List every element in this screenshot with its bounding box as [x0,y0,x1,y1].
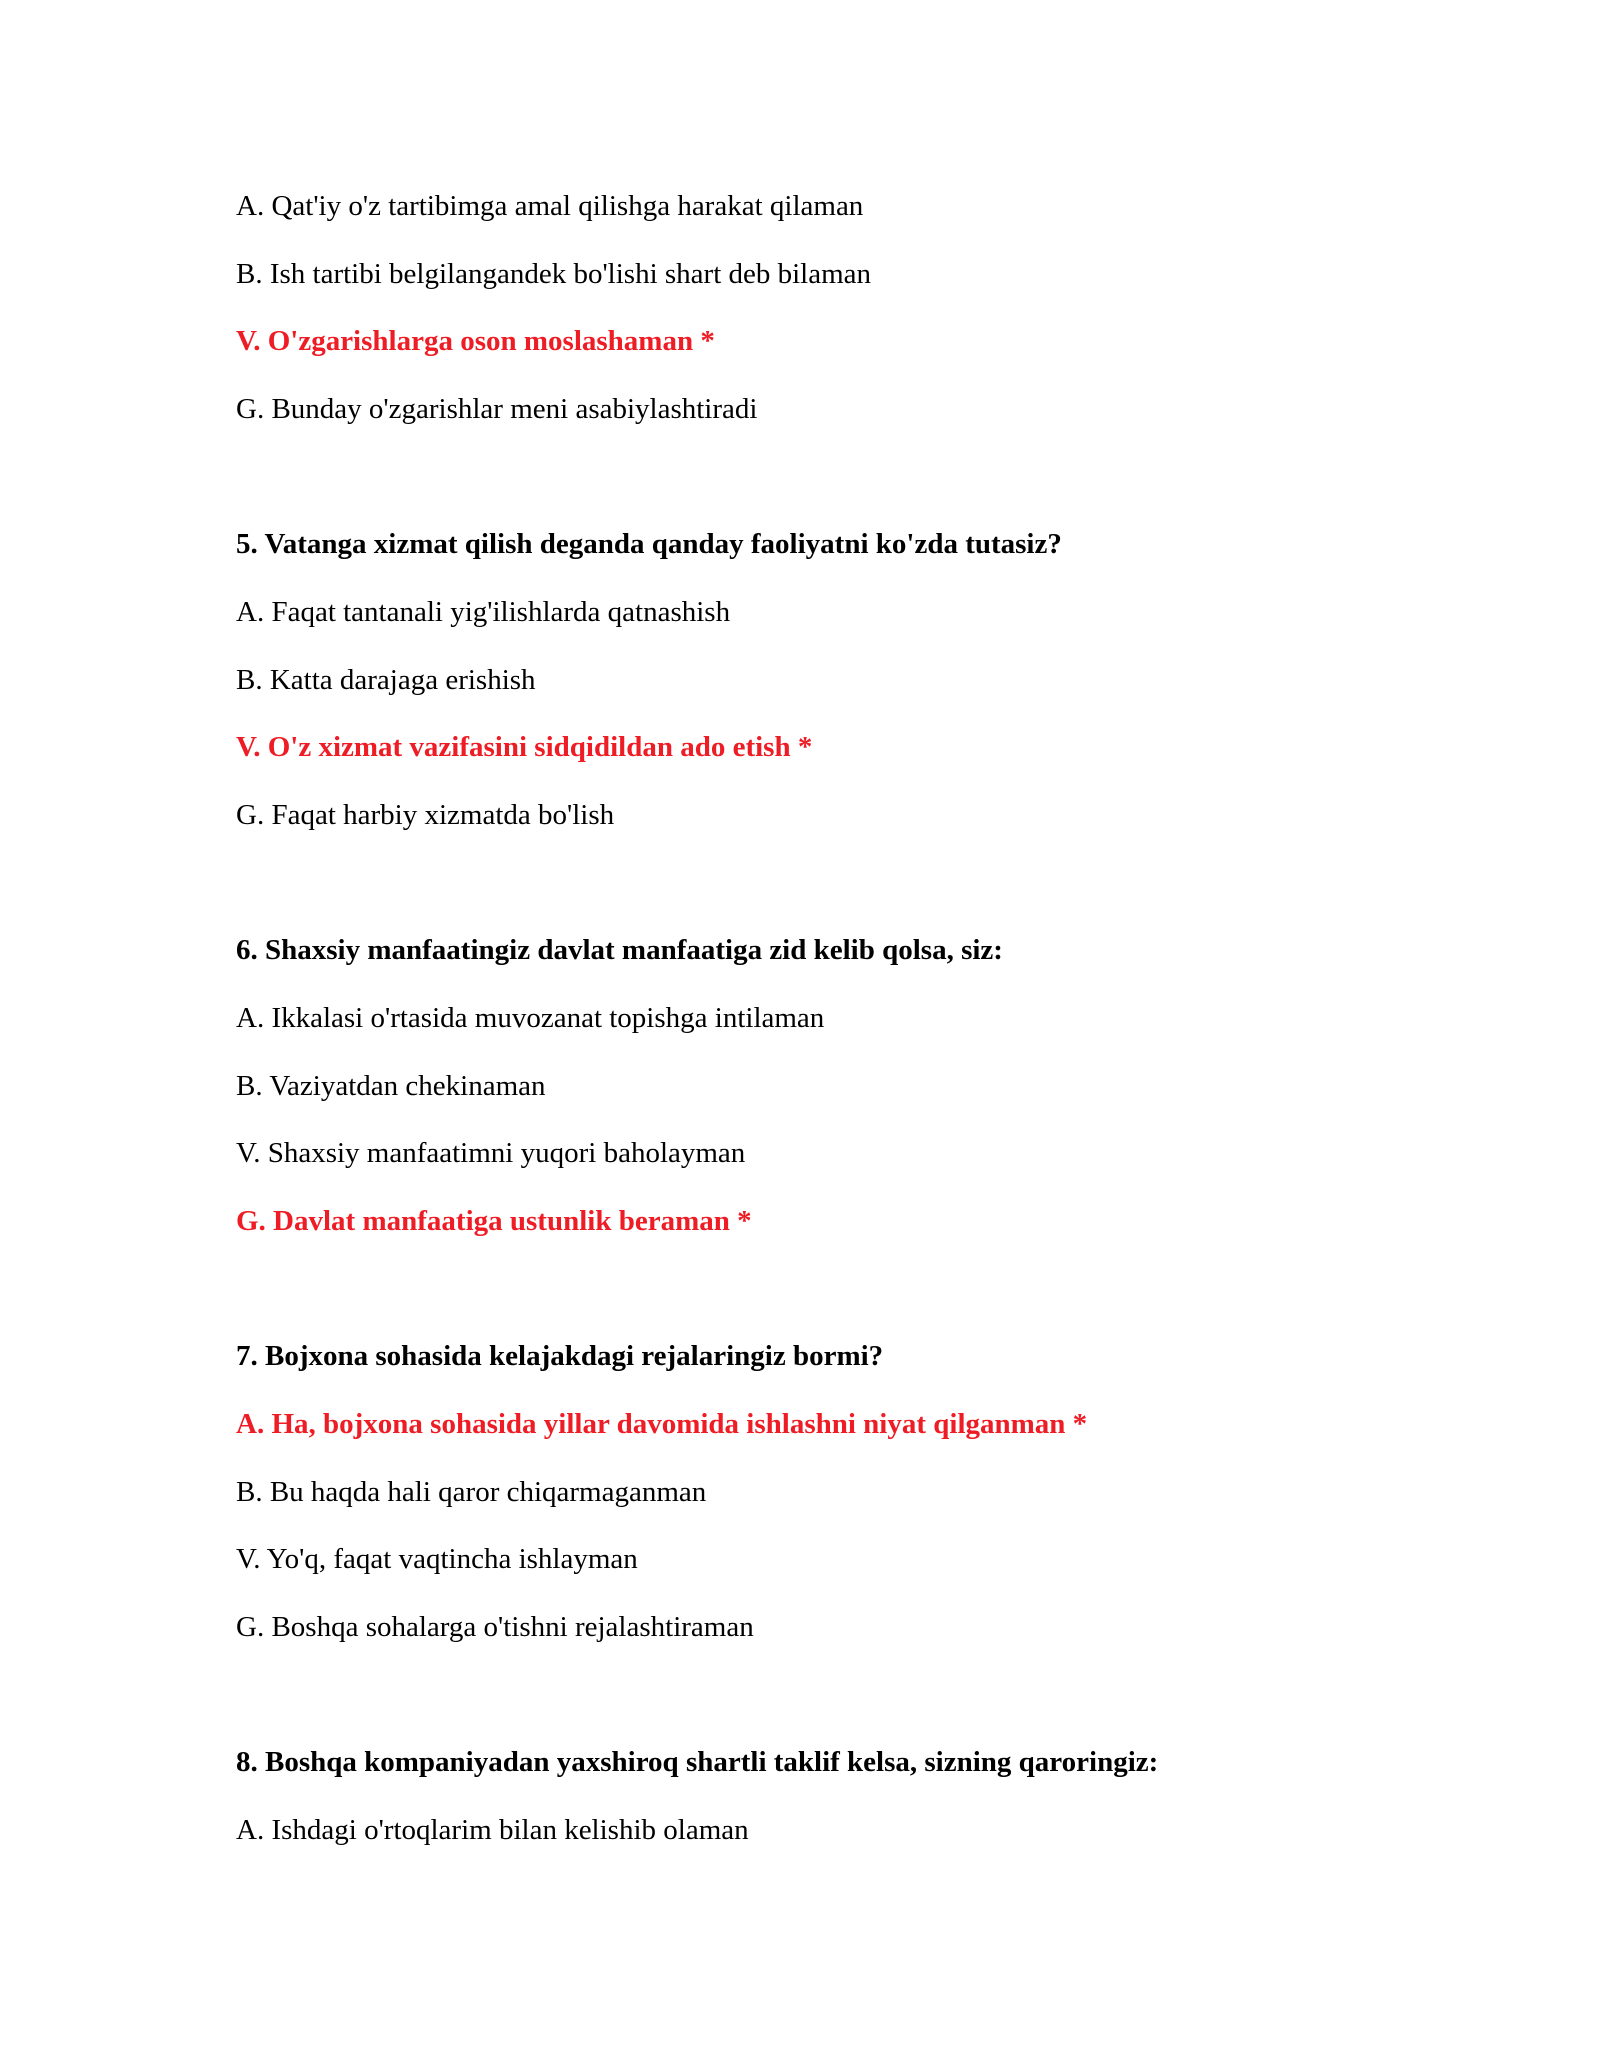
question-6: 6. Shaxsiy manfaatingiz davlat manfaatiga zid kelib qolsa, siz: [236,934,1003,966]
option-g: G. Faqat harbiy xizmatda bo'lish [236,799,615,831]
option-a: A. Ishdagi o'rtoqlarim bilan kelishib olaman [236,1814,749,1846]
option-a: A. Faqat tantanali yig'ilishlarda qatnashish [236,596,731,628]
option-g: G. Bunday o'zgarishlar meni asabiylashtiradi [236,393,758,425]
option-b: B. Ish tartibi belgilangandek bo'lishi shart deb bilaman [236,258,872,290]
option-b: B. Katta darajaga erishish [236,664,536,696]
option-a-correct: A. Ha, bojxona sohasida yillar davomida ishlashni niyat qilganman * [236,1408,1088,1440]
question-8: 8. Boshqa kompaniyadan yaxshiroq shartli taklif kelsa, sizning qaroringiz: [236,1746,1159,1778]
question-7: 7. Bojxona sohasida kelajakdagi rejalaringiz bormi? [236,1340,884,1372]
option-g-correct: G. Davlat manfaatiga ustunlik beraman * [236,1205,752,1237]
option-v: V. Yo'q, faqat vaqtincha ishlayman [236,1543,638,1575]
option-a: A. Qat'iy o'z tartibimga amal qilishga harakat qilaman [236,190,864,222]
option-b: B. Bu haqda hali qaror chiqarmaganman [236,1476,707,1508]
option-v-correct: V. O'zgarishlarga oson moslashaman * [236,325,715,357]
question-5: 5. Vatanga xizmat qilish deganda qanday faoliyatni ko'zda tutasiz? [236,528,1062,560]
option-b: B. Vaziyatdan chekinaman [236,1070,546,1102]
option-g: G. Boshqa sohalarga o'tishni rejalashtiraman [236,1611,754,1643]
option-v-correct: V. O'z xizmat vazifasini sidqidildan ado etish * [236,731,813,763]
option-a: A. Ikkalasi o'rtasida muvozanat topishga intilaman [236,1002,825,1034]
option-v: V. Shaxsiy manfaatimni yuqori baholayman [236,1137,746,1169]
